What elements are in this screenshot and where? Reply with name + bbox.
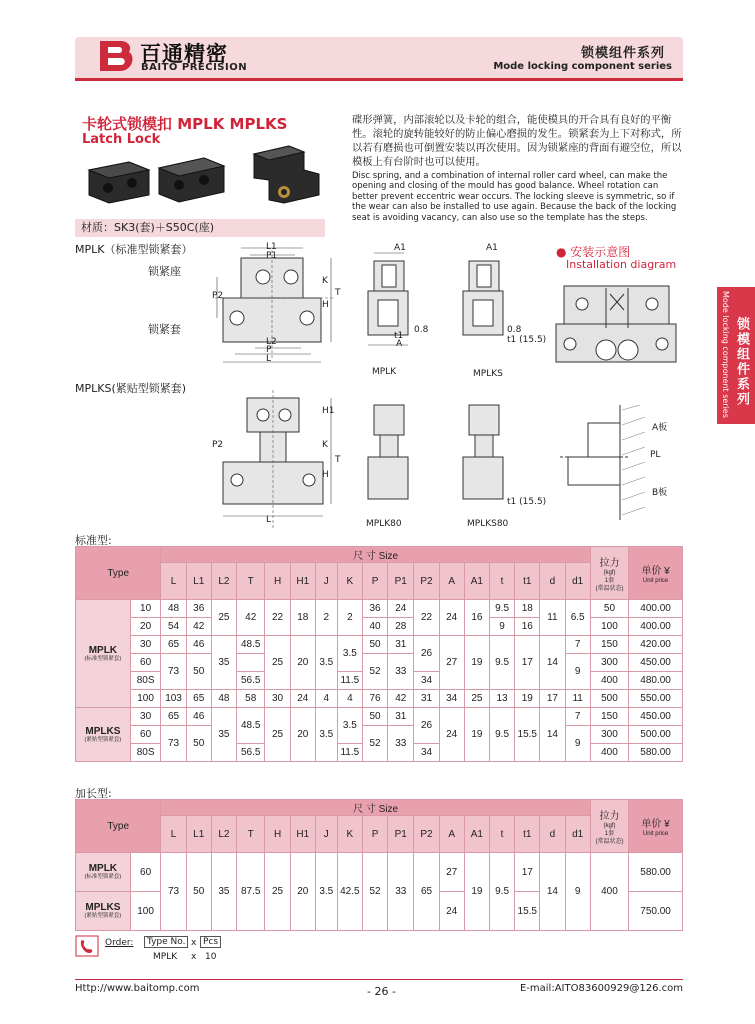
mplk-type-cell — [76, 600, 131, 708]
series-title-en: Mode locking component series — [493, 61, 672, 72]
dim-l-label: L — [266, 354, 272, 364]
table-cell: 31 — [388, 636, 414, 654]
ext-mplk-type-name: MPLK — [88, 863, 118, 874]
order-label: Order: — [105, 938, 134, 948]
column-header-k: K — [337, 816, 362, 853]
table-cell: 19 — [464, 708, 489, 762]
table-cell: 42 — [237, 600, 265, 636]
column-header-k: K — [337, 563, 362, 600]
table-cell: 11 — [540, 600, 565, 636]
force-note: (常温状态) — [595, 838, 624, 845]
force-header-label: 拉力 — [599, 557, 620, 569]
table-cell: 24 — [439, 600, 464, 636]
column-header-h1: H1 — [290, 563, 315, 600]
table-cell: 300 — [590, 654, 628, 672]
column-header-a1: A1 — [464, 816, 489, 853]
table-cell: 25 — [464, 690, 489, 708]
install-section-diagram — [560, 405, 650, 520]
standard-section-title: 标准型: — [75, 534, 112, 547]
mplks-dim-p2: P2 — [212, 440, 224, 450]
force-header-label: 拉力 — [599, 810, 620, 822]
table-cell: 50 — [362, 708, 387, 726]
table-cell: 500 — [590, 690, 628, 708]
series-title-cn: 锁模组件系列 — [580, 46, 665, 61]
column-header-l2: L2 — [211, 563, 236, 600]
table-cell: 580.00 — [629, 853, 683, 892]
table-cell: 50 — [590, 600, 628, 618]
table-cell: 34 — [439, 690, 464, 708]
table-cell: 42 — [186, 618, 211, 636]
table-cell: 33 — [388, 726, 414, 762]
table-cell: 15.5 — [515, 892, 540, 931]
table-cell: 22 — [414, 600, 439, 636]
mplks-dim-t: T — [335, 455, 341, 465]
table-cell: 73 — [161, 654, 186, 690]
table-row — [76, 618, 683, 636]
column-header-a: A — [439, 563, 464, 600]
table-cell: 20 — [130, 618, 161, 636]
mplks-dim-l: L — [266, 515, 272, 525]
table-cell: 9.5 — [489, 853, 514, 931]
table-cell: 80S — [130, 672, 161, 690]
table-cell: 26 — [414, 636, 439, 672]
plate-b-label: B板 — [652, 488, 668, 498]
mplks-type-subtitle: (紧贴型锁紧套) — [84, 736, 122, 743]
table-cell: 46 — [186, 708, 211, 726]
table-cell: 46 — [186, 636, 211, 654]
table-cell: 9.5 — [489, 600, 514, 618]
mplks-dim-t1155: t1 (15.5) — [507, 335, 547, 345]
column-header-j: J — [315, 563, 337, 600]
install-diagram-title-en: Installation diagram — [566, 258, 677, 271]
force-header — [590, 800, 628, 853]
mplks-dim-h1: H1 — [322, 406, 335, 416]
side-tab-cn: 锁模组件系列 — [734, 317, 749, 407]
header-stripe — [75, 78, 683, 81]
table-cell: 54 — [161, 618, 186, 636]
mplk-dim-t1: t1 — [394, 331, 404, 341]
ext-mplks-type-subtitle: (紧贴型锁紧套) — [84, 913, 122, 919]
table-cell: 150 — [590, 708, 628, 726]
column-header-t1: t1 — [515, 563, 540, 600]
plate-a-label: A板 — [652, 423, 668, 433]
table-row — [76, 708, 683, 726]
brand-name-en: BAITO PRECISION — [141, 62, 248, 73]
table-cell: 35 — [211, 636, 236, 690]
table-cell: 14 — [540, 853, 565, 931]
column-header-d: d — [540, 816, 565, 853]
table-cell: 58 — [237, 690, 265, 708]
column-header-l1: L1 — [186, 816, 211, 853]
table-cell: 36 — [362, 600, 387, 618]
table-cell — [237, 654, 265, 672]
brand-name-cn: 百通精密 — [140, 42, 228, 66]
table-cell: 14 — [540, 708, 565, 762]
column-header-p2: P2 — [414, 563, 439, 600]
type-header: Type — [76, 547, 161, 600]
dim-h-label: H — [322, 300, 329, 310]
table-cell: 52 — [362, 654, 387, 690]
table-cell: 33 — [388, 853, 414, 931]
table-row — [76, 600, 683, 618]
table-cell: 34 — [414, 672, 439, 690]
mplk-dim-a: A — [396, 339, 403, 349]
column-header-p: P — [362, 563, 387, 600]
table-cell: 17 — [515, 853, 540, 892]
footer-email[interactable]: E-mail:AITO83600929@126.com — [519, 983, 683, 994]
table-cell: 25 — [265, 853, 290, 931]
order-example-qty: 10 — [205, 952, 217, 962]
dim-p2-label: P2 — [212, 291, 224, 301]
table-cell: 65 — [186, 690, 211, 708]
dim-t-label: T — [335, 288, 341, 298]
mplk-standard-label: MPLK（标准型锁紧套） — [75, 243, 193, 256]
column-header-d1: d1 — [565, 816, 590, 853]
table-cell: 24 — [439, 892, 464, 931]
column-header-t: T — [237, 816, 265, 853]
force-set: 1套 — [604, 577, 615, 584]
table-cell: 20 — [290, 636, 315, 690]
mplks-dim-a1: A1 — [486, 243, 498, 253]
ext-mplk-type-cell — [76, 853, 131, 892]
table-cell: 52 — [362, 853, 387, 931]
table-cell: 9 — [489, 618, 514, 636]
table-cell: 300 — [590, 726, 628, 744]
table-row — [76, 726, 683, 744]
table-cell: 24 — [439, 708, 464, 762]
column-header-a1: A1 — [464, 563, 489, 600]
table-cell: 17 — [540, 690, 565, 708]
table-cell: 9 — [565, 726, 590, 762]
table-cell: 420.00 — [629, 636, 683, 654]
table-cell: 7 — [565, 708, 590, 726]
table-cell: 25 — [265, 708, 290, 762]
baito-logo-icon — [96, 39, 136, 73]
table-cell: 2 — [315, 600, 337, 636]
column-header-j: J — [315, 816, 337, 853]
side-tab — [717, 287, 755, 424]
table-cell: 50 — [186, 726, 211, 762]
table-cell: 48.5 — [237, 636, 265, 654]
ext-mplks-type-name: MPLKS — [85, 902, 121, 913]
dim-l1-label: L1 — [266, 242, 277, 252]
column-header-a: A — [439, 816, 464, 853]
table-cell: 48.5 — [237, 708, 265, 744]
price-unit: Unit price — [642, 577, 669, 584]
mplk-dim-08: 0.8 — [414, 325, 429, 335]
table-cell: 100 — [590, 618, 628, 636]
column-header-p: P — [362, 816, 387, 853]
table-row — [76, 690, 683, 708]
table-cell: 7 — [565, 636, 590, 654]
table-cell: 20 — [290, 708, 315, 762]
force-note: (常温状态) — [595, 585, 624, 592]
table-cell: 400.00 — [629, 618, 683, 636]
dim-l2-label: L2 — [266, 337, 277, 347]
table-cell: 48 — [211, 690, 236, 708]
table-cell: 16 — [464, 600, 489, 636]
table-cell: 30 — [130, 708, 161, 726]
column-header-l2: L2 — [211, 816, 236, 853]
table-cell: 11.5 — [337, 744, 362, 762]
mplks80-side-drawing — [455, 395, 515, 520]
table-cell: 18 — [290, 600, 315, 636]
locking-seat-label: 锁紧座 — [148, 265, 181, 278]
mplk-type-name: MPLK — [88, 644, 118, 656]
table-cell: 400.00 — [629, 600, 683, 618]
force-unit: (kgf) — [603, 822, 616, 829]
order-example-x: x — [191, 952, 197, 962]
table-cell: 150 — [590, 636, 628, 654]
table-cell: 19 — [515, 690, 540, 708]
order-x: x — [191, 938, 197, 948]
table-cell: 56.5 — [237, 672, 265, 690]
table-cell: 100 — [130, 892, 161, 931]
table-cell: 42.5 — [337, 853, 362, 931]
table-cell: 750.00 — [629, 892, 683, 931]
product-title-en: Latch Lock — [82, 132, 161, 147]
table-cell: 30 — [130, 636, 161, 654]
table-cell: 3.5 — [315, 708, 337, 762]
column-header-p2: P2 — [414, 816, 439, 853]
table-cell: 27 — [439, 853, 464, 892]
install-diagram — [552, 280, 680, 380]
table-cell: 9.5 — [489, 708, 514, 762]
table-cell: 56.5 — [237, 744, 265, 762]
mplks-caption: MPLKS — [473, 369, 503, 379]
table-cell: 50 — [362, 636, 387, 654]
product-title-cn: 卡轮式锁模扣 MPLK MPLKS — [82, 115, 288, 133]
table-cell: 3.5 — [337, 636, 362, 672]
table-row — [76, 853, 683, 892]
table-cell: 3.5 — [315, 636, 337, 690]
table-cell: 19 — [464, 636, 489, 690]
parting-line-label: PL — [650, 450, 661, 460]
table-cell: 24 — [290, 690, 315, 708]
table-cell: 550.00 — [629, 690, 683, 708]
table-cell: 400 — [590, 672, 628, 690]
size-header: 尺 寸 Size — [161, 800, 590, 816]
table-cell: 22 — [265, 600, 290, 636]
ext-mplks-type-cell — [76, 892, 131, 931]
order-example-type: MPLK — [153, 952, 178, 962]
footer-website-link[interactable]: Http://www.baitomp.com — [75, 983, 200, 994]
column-header-d1: d1 — [565, 563, 590, 600]
extended-spec-table — [75, 799, 683, 931]
table-cell: 9 — [565, 654, 590, 690]
column-header-h1: H1 — [290, 816, 315, 853]
table-cell: 16 — [515, 618, 540, 636]
table-row — [76, 654, 683, 672]
table-cell: 4 — [315, 690, 337, 708]
page-number: - 26 - — [367, 985, 396, 998]
table-cell: 580.00 — [629, 744, 683, 762]
table-cell: 52 — [362, 726, 387, 762]
column-header-t: t — [489, 816, 514, 853]
table-cell: 19 — [464, 853, 489, 931]
table-cell: 27 — [439, 636, 464, 690]
table-cell: 17 — [515, 636, 540, 690]
table-cell: 500.00 — [629, 726, 683, 744]
mplk-type-subtitle: (标准型锁紧套) — [84, 655, 122, 662]
column-header-h: H — [265, 816, 290, 853]
table-cell: 35 — [211, 853, 236, 931]
table-cell: 20 — [290, 853, 315, 931]
table-cell: 65 — [414, 853, 439, 931]
mplks-dim-h: H — [322, 470, 329, 480]
table-cell: 60 — [130, 726, 161, 744]
mplks-standard-label: MPLKS(紧贴型锁紧套) — [75, 382, 187, 395]
column-header-t: t — [489, 563, 514, 600]
column-header-t1: t1 — [515, 816, 540, 853]
table-cell: 80S — [130, 744, 161, 762]
dim-k-label: K — [322, 276, 328, 286]
standard-spec-table — [75, 546, 683, 762]
column-header-l1: L1 — [186, 563, 211, 600]
table-cell: 31 — [414, 690, 439, 708]
table-cell: 42 — [388, 690, 414, 708]
price-header-label: 单价 ¥ — [641, 818, 670, 830]
table-cell: 65 — [161, 636, 186, 654]
column-header-h: H — [265, 563, 290, 600]
table-cell: 11 — [565, 690, 590, 708]
price-header — [629, 547, 683, 600]
type-header: Type — [76, 800, 161, 853]
table-cell: 6.5 — [565, 600, 590, 636]
table-cell: 26 — [414, 708, 439, 744]
mplks-side-drawing — [455, 245, 515, 355]
table-cell: 34 — [414, 744, 439, 762]
mplk80-caption: MPLK80 — [366, 519, 402, 529]
dim-p1-label: P1 — [266, 251, 278, 261]
table-cell: 48 — [161, 600, 186, 618]
ext-mplk-type-subtitle: (标准型锁紧套) — [84, 874, 122, 880]
mplk80-side-drawing — [360, 395, 420, 520]
table-cell: 450.00 — [629, 708, 683, 726]
table-cell: 36 — [186, 600, 211, 618]
mplks-type-cell — [76, 708, 131, 762]
phone-order-icon — [75, 935, 99, 957]
price-unit: Unit price — [642, 830, 669, 837]
install-diagram-title-cn: ● 安装示意图 — [556, 245, 631, 259]
column-header-l: L — [161, 563, 186, 600]
table-cell: 103 — [161, 690, 186, 708]
table-cell: 31 — [388, 708, 414, 726]
table-cell: 50 — [186, 853, 211, 931]
column-header-t: T — [237, 563, 265, 600]
table-cell: 3.5 — [337, 708, 362, 744]
dim-p-label: P — [266, 345, 272, 355]
table-cell: 2 — [337, 600, 362, 636]
table-cell: 100 — [130, 690, 161, 708]
material-spec: 材质：SK3(套)＋S50C(座) — [75, 219, 325, 237]
table-cell: 87.5 — [237, 853, 265, 931]
mplk-side-drawing — [360, 245, 420, 355]
table-cell: 76 — [362, 690, 387, 708]
table-cell: 24 — [388, 600, 414, 618]
mplks80-dim-t155: t1 (15.5) — [507, 497, 547, 507]
table-cell: 25 — [265, 636, 290, 690]
mplks-type-name: MPLKS — [85, 725, 121, 737]
column-header-d: d — [540, 563, 565, 600]
table-cell: 9.5 — [489, 636, 514, 690]
table-cell: 3.5 — [315, 853, 337, 931]
table-cell: 13 — [489, 690, 514, 708]
mplk-caption: MPLK — [372, 367, 397, 377]
table-cell: 40 — [362, 618, 387, 636]
mplks-dim-08: 0.8 — [507, 325, 522, 335]
table-cell: 400 — [590, 744, 628, 762]
product-photo — [84, 140, 334, 215]
mplks80-caption: MPLKS80 — [467, 519, 509, 529]
table-cell: 60 — [130, 853, 161, 892]
table-cell: 73 — [161, 853, 186, 931]
table-cell: 480.00 — [629, 672, 683, 690]
column-header-p1: P1 — [388, 563, 414, 600]
mplks-dim-k: K — [322, 440, 328, 450]
column-header-p1: P1 — [388, 816, 414, 853]
table-cell: 450.00 — [629, 654, 683, 672]
price-header — [629, 800, 683, 853]
side-tab-en: Mode locking component series — [721, 291, 730, 418]
column-header-l: L — [161, 816, 186, 853]
mplk-dim-a1: A1 — [394, 243, 406, 253]
table-cell: 65 — [161, 708, 186, 726]
table-cell: 11.5 — [337, 672, 362, 690]
table-cell: 60 — [130, 654, 161, 672]
table-cell: 50 — [186, 654, 211, 690]
table-cell: 18 — [515, 600, 540, 618]
table-cell: 33 — [388, 654, 414, 690]
description-cn: 碟形弹簧，内部滚轮以及卡轮的组合，能使模具的开合具有良好的平衡性。滚轮的旋转能较好的防止偏心磨损的发生。锁紧套为上下对称式，所以若有磨损也可倒置安装以再次使用。因为锁紧座的背面有避空位，所以模板上有台阶时也可以使用。 — [352, 114, 682, 168]
order-pcs: Pcs — [200, 936, 221, 948]
price-header-label: 单价 ¥ — [641, 565, 670, 577]
force-set: 1套 — [604, 830, 615, 837]
footer-line — [75, 979, 683, 980]
table-cell: 28 — [388, 618, 414, 636]
force-header — [590, 547, 628, 600]
extended-section-title: 加长型: — [75, 787, 112, 800]
table-cell: 4 — [337, 690, 362, 708]
force-unit: (kgf) — [603, 569, 616, 576]
locking-sleeve-label: 锁紧套 — [148, 323, 181, 336]
table-cell: 15.5 — [515, 708, 540, 762]
order-type-no: Type No. — [144, 936, 188, 948]
table-cell: 10 — [130, 600, 161, 618]
size-header: 尺 寸 Size — [161, 547, 590, 563]
table-cell: 25 — [211, 600, 236, 636]
table-row — [76, 636, 683, 654]
table-cell: 35 — [211, 708, 236, 762]
description-en: Disc spring, and a combination of internal roller card wheel, can make the opening and closing of the mould has good balance. Wheel rotation can better prevent eccentric wear occurs. The locking sleeve is symmetric, so if the wear can also be installed to use again. Because the back of the locking seat is avoiding vacancy, can also use so the template has the steps. — [352, 171, 677, 223]
table-cell: 14 — [540, 636, 565, 690]
table-cell: 73 — [161, 726, 186, 762]
table-cell: 9 — [565, 853, 590, 931]
table-cell: 400 — [590, 853, 628, 931]
table-cell: 30 — [265, 690, 290, 708]
